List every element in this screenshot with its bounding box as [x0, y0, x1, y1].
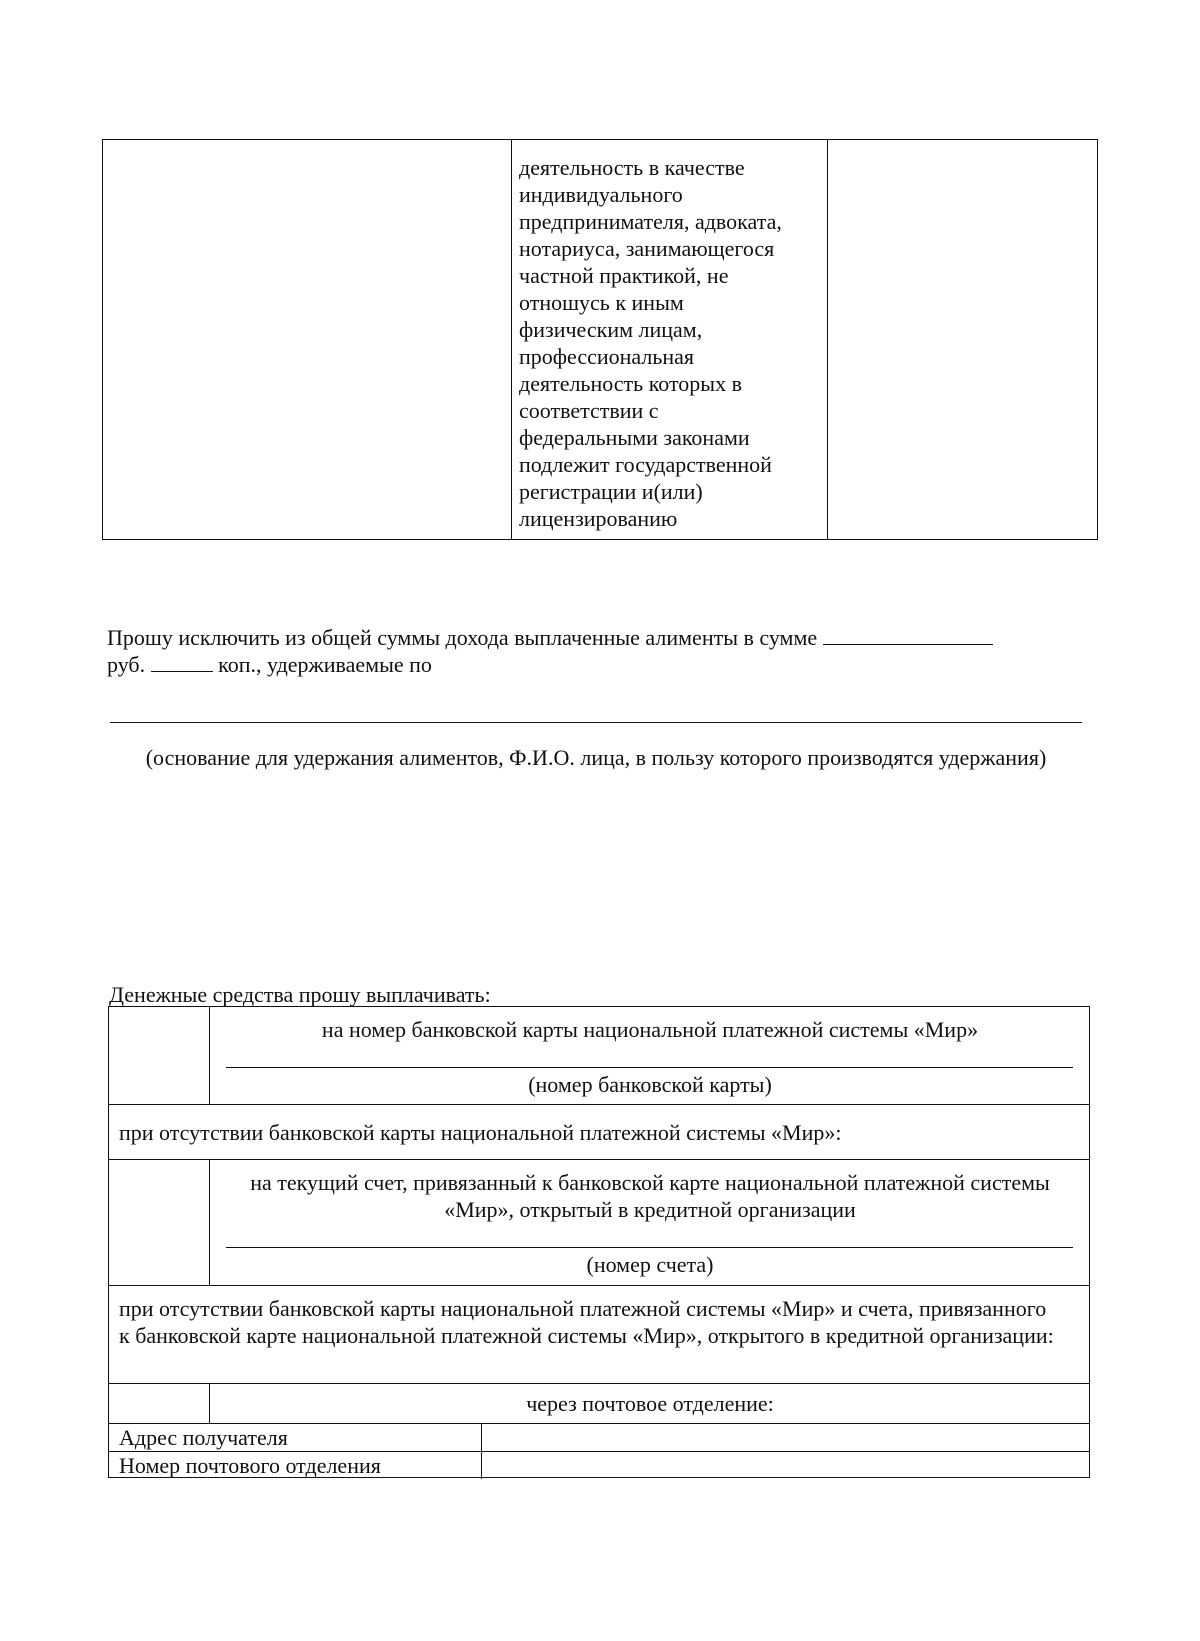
- cell-line: отношусь к иным: [519, 290, 684, 315]
- post-option-label: через почтовое отделение:: [526, 1391, 774, 1416]
- recipient-address-field[interactable]: [483, 1424, 1089, 1451]
- post-option-checkbox[interactable]: [109, 1383, 209, 1423]
- cell-line: деятельность которых в: [519, 371, 742, 396]
- post-office-number-label: Номер почтового отделения: [119, 1453, 381, 1478]
- cell-line: деятельность в качестве: [519, 155, 745, 180]
- checkbox-column-divider: [209, 1007, 210, 1104]
- cell-line: физическим лицам,: [519, 317, 703, 342]
- cell-line: федеральными законами: [519, 425, 750, 450]
- rub-label: руб.: [107, 652, 146, 677]
- checkbox-column-divider: [209, 1383, 210, 1423]
- payment-heading: Денежные средства прошу выплачивать:: [109, 982, 491, 1007]
- payment-options-table: [108, 1006, 1090, 1478]
- cell-line: подлежит государственной: [519, 452, 772, 477]
- checkbox-column-divider: [209, 1159, 210, 1285]
- row-divider: [109, 1159, 1089, 1160]
- cell-line: индивидуального: [519, 182, 683, 207]
- request-text-cont: коп., удерживаемые по: [218, 652, 432, 677]
- card-option-label: на номер банковской карты национальной платежной системы «Мир»: [321, 1017, 979, 1042]
- amount-kop-field[interactable]: [151, 652, 213, 672]
- cell-line: нотариуса, занимающегося: [519, 236, 775, 261]
- cell-line: соответствии с: [519, 398, 659, 423]
- alimony-request-paragraph: [107, 624, 1097, 678]
- row-divider: [109, 1104, 1089, 1105]
- account-number-caption: (номер счета): [586, 1252, 714, 1277]
- table-column-divider: [827, 140, 828, 539]
- account-number-line[interactable]: [226, 1247, 1073, 1248]
- alimony-basis-caption: (основание для удержания алиментов, Ф.И.О. лица, в пользу которого производятся удержания): [145, 745, 1047, 770]
- top-table-fragment: [102, 139, 1098, 540]
- cell-line: профессиональная: [519, 344, 695, 369]
- label-column-divider: [481, 1423, 482, 1479]
- alimony-basis-line[interactable]: [110, 722, 1082, 723]
- row-divider: [109, 1285, 1089, 1286]
- cell-line: предпринимателя, адвоката,: [519, 209, 782, 234]
- no-card-note: при отсутствии банковской карты национальной платежной системы «Мир»:: [119, 1120, 842, 1145]
- row-divider: [109, 1383, 1089, 1384]
- recipient-address-label: Адрес получателя: [119, 1425, 288, 1450]
- account-option-label: на текущий счет, привязанный к банковской карте национальной платежной системы «Мир», открытый в кредитной организации: [250, 1170, 1050, 1222]
- amount-rub-field[interactable]: [823, 625, 993, 645]
- card-number-line[interactable]: [226, 1067, 1073, 1068]
- cell-line: лицензированию: [519, 506, 678, 531]
- cell-line: частной практикой, не: [519, 263, 729, 288]
- account-option-checkbox[interactable]: [109, 1159, 209, 1285]
- no-card-no-account-note: при отсутствии банковской карты национальной платежной системы «Мир» и счета, привязанного к банковской карте национальной платежной системы «Мир», открытого в кредитной организации:: [119, 1296, 1054, 1348]
- request-text: Прошу исключить из общей суммы дохода выплаченные алименты в сумме: [107, 625, 818, 650]
- post-office-number-field[interactable]: [483, 1452, 1089, 1478]
- card-number-caption: (номер банковской карты): [528, 1072, 772, 1097]
- table-column-divider: [511, 140, 512, 539]
- cell-line: регистрации и(или): [519, 479, 703, 504]
- card-option-checkbox[interactable]: [109, 1007, 209, 1104]
- top-table-middle-cell: [519, 154, 823, 532]
